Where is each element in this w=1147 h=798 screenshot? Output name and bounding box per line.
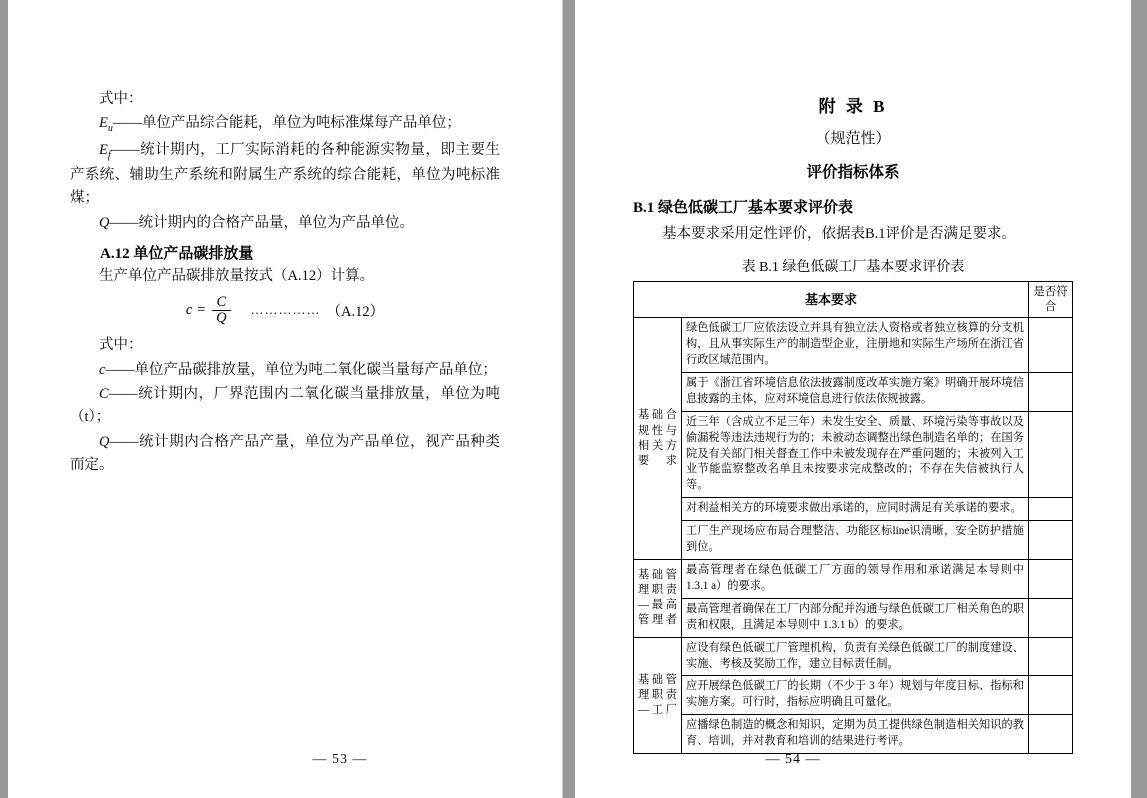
table-row [634, 372, 1073, 411]
section-title-b1: B.1 绿色低碳工厂基本要求评价表 [633, 200, 854, 216]
table-compliance-cell[interactable] [1029, 715, 1073, 754]
table-requirement-cell: 工厂生产现场应布局合理整洁、功能区标line识清晰，安全防护措施到位。 [682, 521, 1029, 560]
table-row [634, 715, 1073, 754]
table-row [634, 676, 1073, 715]
table-requirement-cell: 对利益相关方的环境要求做出承诺的，应同时满足有关承诺的要求。 [682, 498, 1029, 521]
symbol-c-upper: C [99, 385, 109, 402]
symbol-q-2: Q [99, 433, 110, 450]
section-body-a12: 生产单位产品碳排放量按式（A.12）计算。 [99, 268, 375, 285]
table-requirement-cell: 应设有绿色低碳工厂管理机构，负责有关绿色低碳工厂的制度建设、实施、考核及奖励工作，建立目标责任制。 [682, 637, 1029, 676]
table-requirement-cell: 最高管理者在绿色低碳工厂方面的领导作用和承诺满足本导则中 1.3.1 a）的要求。 [682, 560, 1029, 599]
table-requirement-cell: 应开展绿色低碳工厂的长期（不少于 3 年）规划与年度目标、指标和实施方案。可行时，指标应明确且可量化。 [682, 676, 1029, 715]
left-line-shizhong-2 [70, 334, 500, 357]
table-compliance-cell[interactable] [1029, 372, 1073, 411]
table-header-row [634, 282, 1073, 318]
table-compliance-cell[interactable] [1029, 598, 1073, 637]
table-requirement-cell: 近三年（含成立不足三年）未发生安全、质量、环境污染等事故以及偷漏税等违法违规行为的；未被动态调整出绿色制造名单的；在国务院及有关部门相关督查工作中未被发现存在严重问题的；未被列入工业节能监察整改名单且未按要求完成整改的；不存在失信被执行人等。 [682, 411, 1029, 498]
table-compliance-cell[interactable] [1029, 498, 1073, 521]
shizhong-label-2: 式中： [99, 337, 143, 354]
appendix-title: 附 录 B [818, 97, 888, 116]
left-def-c-lower [70, 359, 500, 382]
formula-a12 [70, 295, 500, 326]
section-body-b1: 基本要求采用定性评价，依据表B.1评价是否满足要求。 [662, 226, 1017, 242]
left-line-shizhong-1 [70, 88, 500, 111]
table-requirement-cell: 绿色低碳工厂应依法设立并具有独立法人资格或者独立核算的分支机构，且从事实际生产的制造型企业，注册地和实际生产场所在浙江省行政区域范围内。 [682, 318, 1029, 373]
page-right [575, 0, 1131, 798]
formula-denominator: Q [212, 310, 230, 326]
section-heading-a12: A.12 单位产品碳排放量 [100, 246, 254, 263]
symbol-eu-sub: u [107, 123, 113, 135]
left-def-eu-text: ——单位产品综合能耗，单位为吨标准煤每产品单位； [112, 115, 461, 132]
formula-fraction [212, 295, 230, 326]
page-left [8, 0, 563, 798]
left-def-ef [70, 139, 500, 211]
left-def-q1-text: ——统计期内的合格产品量，单位为产品单位。 [109, 214, 414, 231]
table-category-cell: 基础管理职责—最高管理者 [634, 560, 682, 638]
left-def-q2-text: ——统计期内合格产品产量，单位为产品单位，视产品种类而定。 [70, 433, 500, 474]
page-number-right: — 54 — [765, 752, 821, 767]
table-row [634, 560, 1073, 599]
symbol-q-1: Q [99, 214, 110, 231]
table-compliance-cell[interactable] [1029, 521, 1073, 560]
left-def-ef-text: ——统计期内，工厂实际消耗的各种能源实物量，即主要生产系统、辅助生产系统和附属生产系统的综合能耗，单位为吨标准煤； [70, 141, 500, 207]
appendix-subtitle-2: 评价指标体系 [806, 164, 900, 181]
page-number-left: — 53 — [312, 752, 368, 767]
formula-leader-dots: …………… [250, 302, 321, 318]
table-compliance-cell[interactable] [1029, 560, 1073, 599]
shizhong-label-1: 式中： [99, 91, 143, 107]
page-left-content [8, 0, 562, 798]
symbol-eu: E [99, 115, 108, 132]
table-category-cell: 基础合规性与相关方要求 [634, 318, 682, 560]
table-compliance-cell[interactable] [1029, 411, 1073, 498]
table-row [634, 521, 1073, 560]
formula-expression [186, 295, 233, 326]
formula-lhs: c [185, 301, 193, 318]
symbol-ef: E [99, 141, 108, 158]
left-def-eu [70, 112, 500, 137]
formula-numerator: C [216, 293, 227, 310]
left-def-c-upper-text: ——统计期内，厂界范围内二氧化碳当量排放量，单位为吨（t）； [70, 385, 500, 426]
eval-table [633, 281, 1073, 754]
table-header-compliance: 是否符合 [1029, 282, 1073, 318]
table-compliance-cell[interactable] [1029, 318, 1073, 373]
table-requirement-cell: 最高管理者确保在工厂内部分配并沟通与绿色低碳工厂相关角色的职责和权限，且满足本导则中 1.3.1 b）的要求。 [682, 598, 1029, 637]
table-header-main: 基本要求 [634, 282, 1029, 318]
table-category-cell: 基础管理职责—工厂 [634, 637, 682, 753]
table-row [634, 318, 1073, 373]
table-requirement-cell: 属于《浙江省环境信息依法披露制度改革实施方案》明确开展环境信息披露的主体，应对环境信息进行依法依规披露。 [682, 372, 1029, 411]
left-def-q2 [70, 431, 500, 478]
table-requirement-cell: 应播绿色制造的概念和知识，定期为员工提供绿色制造相关知识的教育、培训，并对教育和培训的结果进行考评。 [682, 715, 1029, 754]
table-caption-b1: 表 B.1 绿色低碳工厂基本要求评价表 [741, 260, 965, 276]
left-def-q1 [70, 212, 500, 235]
symbol-ef-sub: f [107, 149, 111, 161]
formula-equals: = [196, 301, 207, 318]
formula-number: （A.12） [326, 303, 385, 320]
symbol-c-lower: c [99, 361, 106, 378]
table-compliance-cell[interactable] [1029, 637, 1073, 676]
appendix-subtitle: （规范性） [815, 131, 891, 147]
left-def-c-upper [70, 383, 500, 430]
left-def-c-lower-text: ——单位产品碳排放量，单位为吨二氧化碳当量每产品单位； [105, 361, 497, 378]
table-compliance-cell[interactable] [1029, 676, 1073, 715]
table-row [634, 598, 1073, 637]
table-row [634, 498, 1073, 521]
table-row [634, 637, 1073, 676]
table-row [634, 411, 1073, 498]
page-right-content [575, 0, 1131, 798]
